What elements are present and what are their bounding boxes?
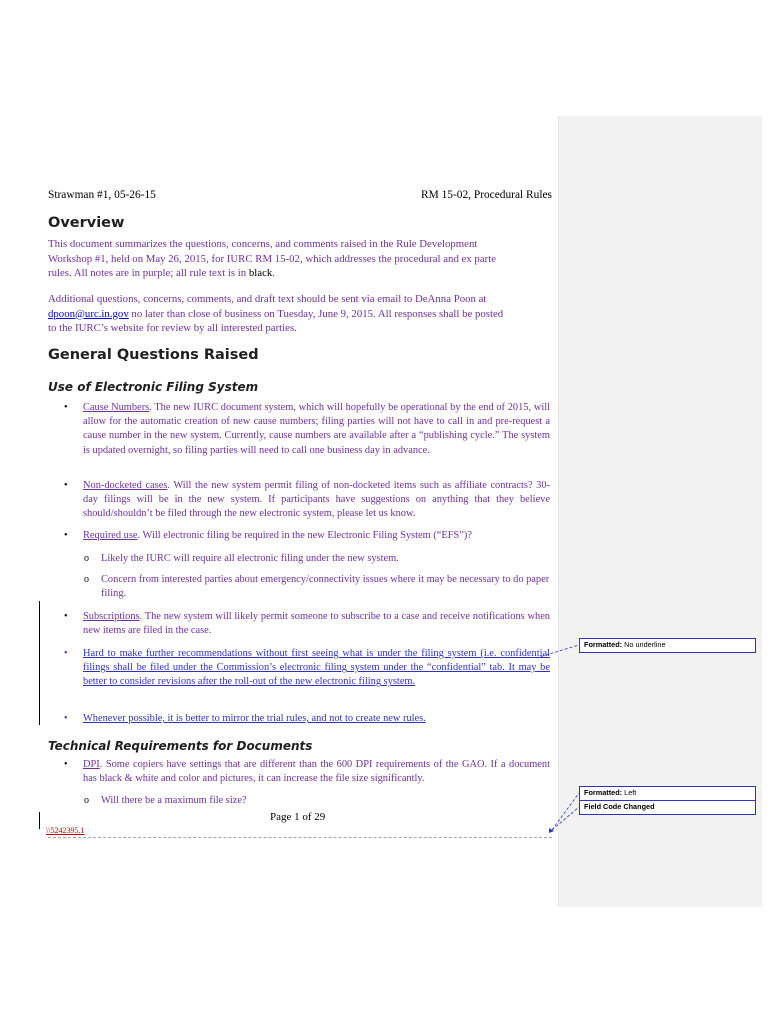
- balloon-label: Formatted:: [584, 640, 623, 649]
- inserted-text: Whenever possible, it is better to mirror the trial rules, and not to create new rules.: [83, 713, 426, 724]
- bullet-lead: Required use: [83, 530, 138, 541]
- bullet-text: . Will the new system permit filing of non-docketed items such as affiliate contracts? 30-day filings will be in the new system. If participants have suggestions on anything that they believe should/shouldn’t be filed through the new electronic system, please let us know.: [83, 480, 550, 520]
- overview-p2-line3: to the IURC’s website for review by all interested parties.: [48, 322, 297, 334]
- heading-technical-requirements: Technical Requirements for Documents: [48, 739, 313, 753]
- email-link[interactable]: dpoon@urc.in.gov: [48, 307, 129, 320]
- connector-1: [536, 645, 579, 658]
- heading-general-questions: General Questions Raised: [48, 347, 259, 363]
- inserted-text: Hard to make further recommendations without first seeing what is under the filing system (i.e. confidential filings shall be filed under the Commission’s electronic filing system under the “confidential” tab. It may be better to consider revisions after the roll-out of the new electronic filing system.: [83, 648, 550, 688]
- overview-p1-line3: rules. All notes are in purple; all rule text is in: [48, 267, 249, 279]
- page-number: Page 1 of 29: [270, 811, 326, 823]
- overview-p1-line1: This document summarizes the questions, concerns, and comments raised in the Rule Development: [48, 238, 478, 250]
- bullet-text: . Will electronic filing be required in the new Electronic Filing System (“EFS”)?: [137, 530, 472, 541]
- bullet-lead: Subscriptions: [83, 611, 140, 622]
- sub-item-text: Concern from interested parties about emergency/connectivity issues where it may be necessary to do paper filing.: [101, 574, 550, 600]
- header-left: Strawman #1, 05-26-15: [48, 189, 156, 201]
- bullet-icon: •: [64, 480, 68, 491]
- connector-2: [552, 793, 579, 830]
- heading-electronic-filing: Use of Electronic Filing System: [48, 380, 259, 394]
- bullet-icon: •: [64, 611, 68, 622]
- bullet-text: . The new system will likely permit someone to subscribe to a case and receive notifications when new items are filed in the case.: [83, 611, 550, 637]
- sub-item-text: Likely the IURC will require all electronic filing under the new system.: [101, 553, 399, 564]
- black-word: black: [248, 267, 273, 279]
- sub-bullet-icon: o: [84, 795, 89, 806]
- document-id: \\5242395.1: [46, 826, 85, 835]
- overview-p2-line2: no later than close of business on Tuesday, June 9, 2015. All responses shall be posted: [128, 307, 504, 320]
- bullet-icon: •: [64, 402, 68, 413]
- bullet-text: . Some copiers have settings that are different than the 600 DPI requirements of the GAO. If a document has black & white and color and pictures, it can increase the file size significantly.: [83, 759, 550, 785]
- sub-item-text: Will there be a maximum file size?: [101, 795, 247, 806]
- overview-p1-line2: Workshop #1, held on May 26, 2015, for IURC RM 15-02, which addresses the procedural and ex parte: [48, 252, 497, 265]
- balloon-label: Formatted:: [584, 788, 623, 797]
- connector-3: [552, 807, 579, 830]
- balloon-value: Left: [622, 788, 637, 797]
- bullet-icon: •: [64, 648, 68, 659]
- bullet-text: . The new IURC document system, which will hopefully be operational by the end of 2015, will allow for the automatic creation of new cause numbers; filing parties will not have to call in and pre-request a cause number in the new system. Currently, cause numbers are available after a “publishing cycle.” The system is updated overnight, so filing parties will need to call one business day in advance.: [83, 402, 550, 456]
- sub-bullet-icon: o: [84, 574, 89, 585]
- bullet-icon: •: [64, 713, 68, 724]
- overview-p1-end: .: [272, 267, 275, 279]
- bullet-lead: DPI: [83, 759, 100, 770]
- bullet-icon: •: [64, 530, 68, 541]
- bullet-lead: Non-docketed cases: [83, 480, 168, 491]
- heading-overview: Overview: [48, 215, 125, 231]
- balloon-value: No underline: [622, 640, 666, 649]
- sub-bullet-icon: o: [84, 553, 89, 564]
- overview-p2-line1: Additional questions, concerns, comments, and draft text should be sent via email to DeAnna Poon at: [48, 293, 487, 305]
- balloon-label: Field Code Changed: [584, 802, 655, 811]
- bullet-icon: •: [64, 759, 68, 770]
- header-right: RM 15-02, Procedural Rules: [421, 189, 552, 201]
- bullet-lead: Cause Numbers: [83, 402, 150, 413]
